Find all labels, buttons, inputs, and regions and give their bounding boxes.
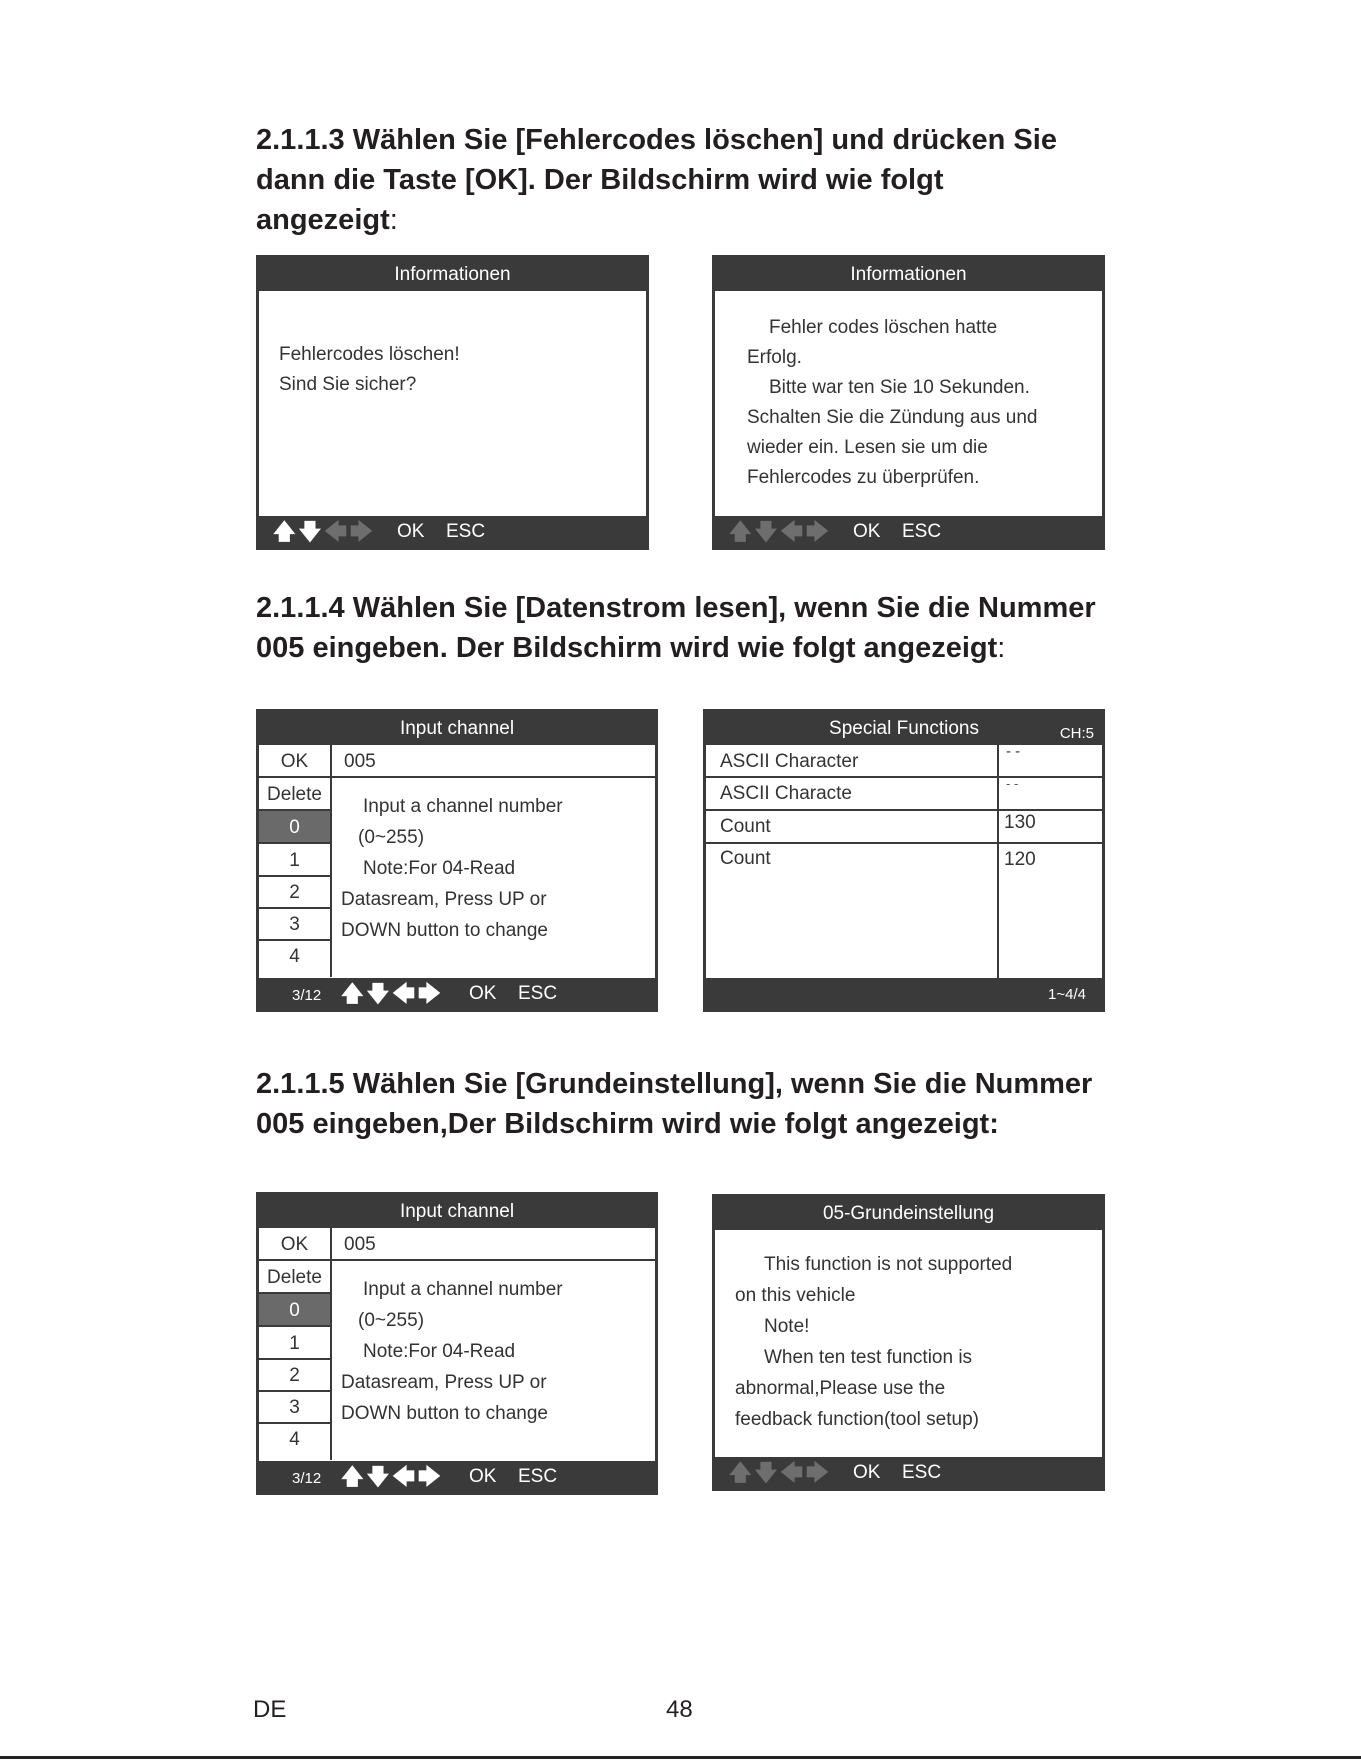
screen-footer [715, 516, 1102, 547]
heading-colon: : [997, 632, 1006, 664]
message-line: Note! [764, 1316, 810, 1337]
channel-input-field[interactable]: 005 [332, 1228, 655, 1261]
screen-title: Informationen [259, 258, 646, 291]
section-214-heading [256, 588, 1156, 668]
screen-footer [259, 1461, 655, 1492]
message-line: abnormal,Please use the [735, 1378, 946, 1399]
instruction-line: Datasream, Press UP or [341, 889, 547, 910]
ok-button[interactable]: OK [853, 1462, 881, 1483]
confirm-clear-screen [256, 255, 649, 550]
digit-key-3[interactable]: 3 [259, 1392, 332, 1424]
digit-key-2[interactable]: 2 [259, 1360, 332, 1392]
digit-key-4[interactable]: 4 [259, 1424, 332, 1460]
message-line: on this vehicle [735, 1285, 856, 1306]
message-line: Erfolg. [747, 347, 802, 368]
instruction-line: Note:For 04-Read [363, 858, 516, 879]
heading-line: 005 eingeben,Der Bildschirm wird wie folgt angezeigt: [256, 1108, 999, 1140]
down-arrow-icon: 🡇 [754, 1459, 778, 1485]
instruction-line: Datasream, Press UP or [341, 1372, 547, 1393]
channel-input-field[interactable]: 005 [332, 745, 655, 778]
digit-key-0[interactable]: 0 [259, 1294, 332, 1327]
screen-message [747, 313, 1038, 493]
screen-title: Informationen [715, 258, 1102, 291]
channel-indicator: CH:5 [1059, 725, 1094, 742]
heading-line [256, 628, 1156, 668]
page-indicator: 3/12 [292, 1470, 322, 1487]
message-line: wieder ein. Lesen sie um die [747, 437, 988, 458]
page-number: 48 [666, 1696, 693, 1723]
ok-key[interactable]: OK [259, 745, 332, 778]
message-line: Sind Sie sicher? [279, 374, 417, 395]
esc-button[interactable]: ESC [518, 1466, 558, 1487]
instruction-line: Input a channel number [363, 796, 563, 817]
data-row[interactable] [706, 778, 1102, 811]
bottom-rule [0, 1756, 1361, 1759]
up-arrow-icon: 🡅 [729, 518, 752, 544]
down-arrow-icon[interactable]: 🡇 [298, 518, 322, 544]
up-arrow-icon[interactable]: 🡅 [341, 980, 364, 1006]
ok-button[interactable]: OK [469, 1466, 497, 1487]
screen-message [735, 1249, 1012, 1435]
left-arrow-icon: 🡄 [780, 1459, 803, 1485]
digit-key-1[interactable]: 1 [259, 844, 332, 877]
row-label: Count [720, 848, 771, 869]
instruction-line: DOWN button to change [341, 920, 548, 941]
heading-line: 2.1.1.3 Wählen Sie [Fehlercodes löschen] und drücken Sie [256, 124, 1057, 156]
left-arrow-icon[interactable]: 🡄 [392, 980, 415, 1006]
message-line: When ten test function is [764, 1347, 973, 1368]
ok-button[interactable]: OK [397, 521, 425, 542]
input-instructions [341, 1274, 563, 1429]
row-label: ASCII Characte [720, 783, 852, 804]
input-channel-screen [256, 1192, 658, 1495]
section-213-heading [256, 120, 1156, 240]
down-arrow-icon[interactable]: 🡇 [366, 980, 390, 1006]
ok-button[interactable]: OK [469, 983, 497, 1004]
down-arrow-icon[interactable]: 🡇 [366, 1463, 390, 1489]
heading-colon: : [389, 204, 398, 236]
screen-title [706, 712, 1102, 745]
digit-key-2[interactable]: 2 [259, 877, 332, 909]
screen-title: Input channel [259, 1195, 655, 1228]
esc-button[interactable]: ESC [902, 1462, 942, 1483]
data-row[interactable] [706, 844, 1102, 880]
data-row[interactable] [706, 811, 1102, 844]
grundeinstellung-screen [712, 1194, 1105, 1491]
instruction-line: Input a channel number [363, 1279, 563, 1300]
clear-success-screen [712, 255, 1105, 550]
ok-button[interactable]: OK [853, 521, 881, 542]
footer-language: DE [253, 1696, 287, 1723]
message-line: Fehler codes löschen hatte [769, 317, 998, 338]
message-line: feedback function(tool setup) [735, 1409, 979, 1430]
digit-key-3[interactable]: 3 [259, 909, 332, 941]
heading-text: angezeigt [256, 204, 390, 236]
heading-line: dann die Taste [OK]. Der Bildschirm wird wie folgt [256, 164, 944, 196]
up-arrow-icon[interactable]: 🡅 [341, 1463, 364, 1489]
down-arrow-icon: 🡇 [754, 518, 778, 544]
esc-button[interactable]: ESC [446, 521, 486, 542]
ok-key[interactable]: OK [259, 1228, 332, 1261]
screen-title: 05-Grundeinstellung [715, 1197, 1102, 1230]
page-range: 1~4/4 [1048, 986, 1086, 1003]
left-arrow-icon[interactable]: 🡄 [392, 1463, 415, 1489]
instruction-line: (0~255) [358, 827, 425, 848]
data-row[interactable] [706, 745, 1102, 778]
digit-key-0[interactable]: 0 [259, 811, 332, 844]
message-line: Schalten Sie die Zündung aus und [747, 407, 1038, 428]
up-arrow-icon: 🡅 [729, 1459, 752, 1485]
right-arrow-icon: 🡆 [805, 518, 829, 544]
heading-line: 2.1.1.4 Wählen Sie [Datenstrom lesen], wenn Sie die Nummer [256, 592, 1096, 624]
row-value: 120 [1004, 849, 1036, 870]
right-arrow-icon[interactable]: 🡆 [417, 980, 441, 1006]
right-arrow-icon: 🡆 [349, 518, 373, 544]
left-arrow-icon: 🡄 [780, 518, 803, 544]
message-line: Bitte war ten Sie 10 Sekunden. [769, 377, 1030, 398]
left-arrow-icon: 🡄 [324, 518, 347, 544]
screen-footer [706, 978, 1102, 1009]
message-line: This function is not supported [764, 1254, 1013, 1275]
page-indicator: 3/12 [292, 987, 322, 1004]
screen-footer [259, 978, 655, 1009]
screen-footer [259, 516, 646, 547]
digit-key-1[interactable]: 1 [259, 1327, 332, 1360]
screen-message [279, 340, 460, 400]
title-text: Special Functions [829, 718, 979, 739]
row-label: Count [720, 816, 771, 837]
up-arrow-icon[interactable]: 🡅 [273, 518, 296, 544]
screen-footer [715, 1457, 1102, 1488]
message-line: Fehlercodes löschen! [279, 344, 460, 365]
esc-button[interactable]: ESC [902, 521, 942, 542]
delete-key[interactable]: Delete [259, 1261, 332, 1294]
instruction-line: DOWN button to change [341, 1403, 548, 1424]
input-instructions [341, 791, 563, 946]
delete-key[interactable]: Delete [259, 778, 332, 811]
screen-title: Input channel [259, 712, 655, 745]
row-value: - - [1006, 743, 1021, 760]
section-215-heading [256, 1064, 1156, 1144]
instruction-line: Note:For 04-Read [363, 1341, 516, 1362]
row-label: ASCII Character [720, 751, 859, 772]
instruction-line: (0~255) [358, 1310, 425, 1331]
row-value: - - [1006, 776, 1019, 791]
right-arrow-icon[interactable]: 🡆 [417, 1463, 441, 1489]
heading-line: 2.1.1.5 Wählen Sie [Grundeinstellung], wenn Sie die Nummer [256, 1068, 1093, 1100]
digit-key-4[interactable]: 4 [259, 941, 332, 977]
special-functions-screen [703, 709, 1105, 1012]
heading-text: 005 eingeben. Der Bildschirm wird wie folgt angezeigt [256, 632, 998, 664]
row-value: 130 [1004, 812, 1036, 833]
esc-button[interactable]: ESC [518, 983, 558, 1004]
right-arrow-icon: 🡆 [805, 1459, 829, 1485]
heading-line [256, 200, 1156, 240]
message-line: Fehlercodes zu überprüfen. [747, 467, 980, 488]
input-channel-screen [256, 709, 658, 1012]
